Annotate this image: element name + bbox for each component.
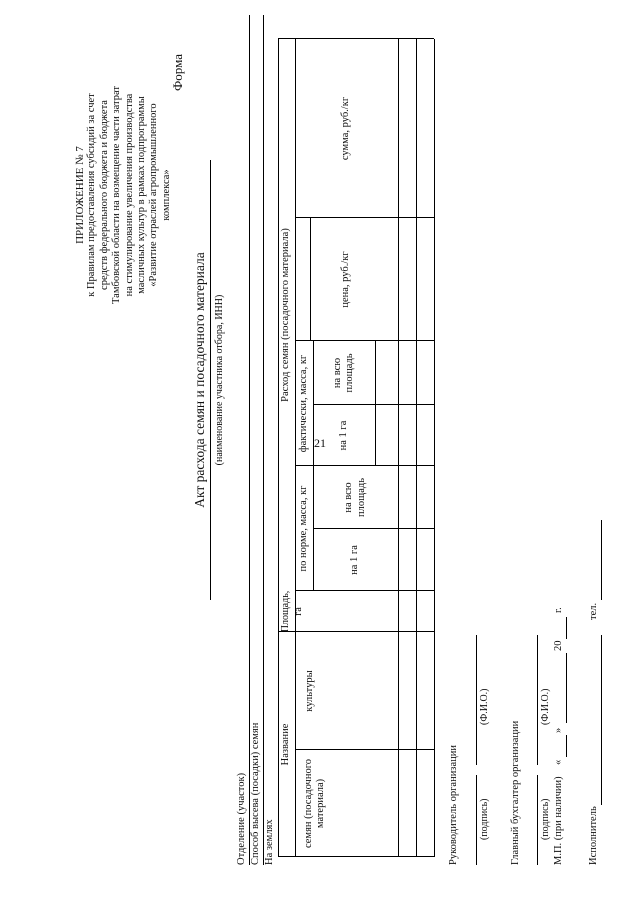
header-actual-whole-area: на всю площадь [331,353,355,393]
header-seeds: семян (посадочного материала) [302,759,326,849]
appendix-title: ПРИЛОЖЕНИЕ № 7 [74,146,86,244]
accountant-signature-caption: (подпись) [540,798,551,840]
date-day-line [566,735,567,757]
date-open-quote: « [553,759,564,765]
head-fio-caption: (Ф.И.О.) [479,688,490,725]
head-label: Руководитель организации [448,745,459,865]
form-label: Форма [170,54,185,91]
phone-label: тел. [588,602,599,620]
stamp-label: М.П. (при наличии) [553,776,564,865]
header-area: Площадь, га [280,590,304,633]
executor-line [601,635,602,805]
head-fio-line [476,635,477,765]
table-row [398,39,416,857]
lands-label: На землях [264,819,275,865]
appendix-line: к Правилам предоставления субсидий за счет [86,93,98,297]
header-crops: культуры [303,670,315,712]
appendix-line: комплекса» [160,169,172,221]
date-month-line [566,653,567,723]
appendix-line: масличных культур в рамках подпрограммы [136,96,148,294]
header-actual-per-1ha: на 1 га [337,420,349,451]
chief-accountant-label: Главный бухгалтер организации [510,720,521,865]
year-suffix: г. [553,607,564,613]
head-signature-line [476,775,477,865]
header-norm-whole-area: на всю площадь [343,478,367,517]
header-norm-per-1ha: на 1 га [349,545,361,575]
accountant-fio-caption: (Ф.И.О.) [540,688,551,725]
header-price: цена, руб./кг [340,251,352,308]
appendix-line: «Развитие отраслей агропромышленного [148,103,160,287]
table-row [416,39,434,857]
date-close-quote: » [553,727,564,733]
accountant-fio-line [537,635,538,765]
header-consumption: Расход семян (посадочного материала) [280,228,292,402]
department-label: Отделение (участок) [236,772,247,865]
participant-caption: (наименование участника отбора, ИНН) [210,160,225,600]
appendix-line: на стимулирование увеличения производства [123,93,135,297]
header-sum: сумма, руб./кг [340,96,352,161]
appendix-line: Тамбовской области на возмещение части затрат [111,86,123,304]
header-norm-mass: по норме, масса, кг [297,485,309,572]
accountant-signature-line [537,775,538,865]
phone-line [601,520,602,600]
header-actual-mass: фактически, масса, кг [297,354,309,453]
sowing-method-label: Способ высева (посадки) семян [250,722,261,865]
head-signature-caption: (подпись) [479,798,490,840]
document-title: Акт расхода семян и посадочного материала [192,252,207,508]
page-number: 21 [314,436,326,450]
date-year-line [566,617,567,639]
executor-label: Исполнитель [588,806,599,865]
appendix-line: средств федерального бюджета и бюджета [98,100,110,290]
header-name: Название [280,723,292,766]
year-prefix: 20 [553,640,564,651]
